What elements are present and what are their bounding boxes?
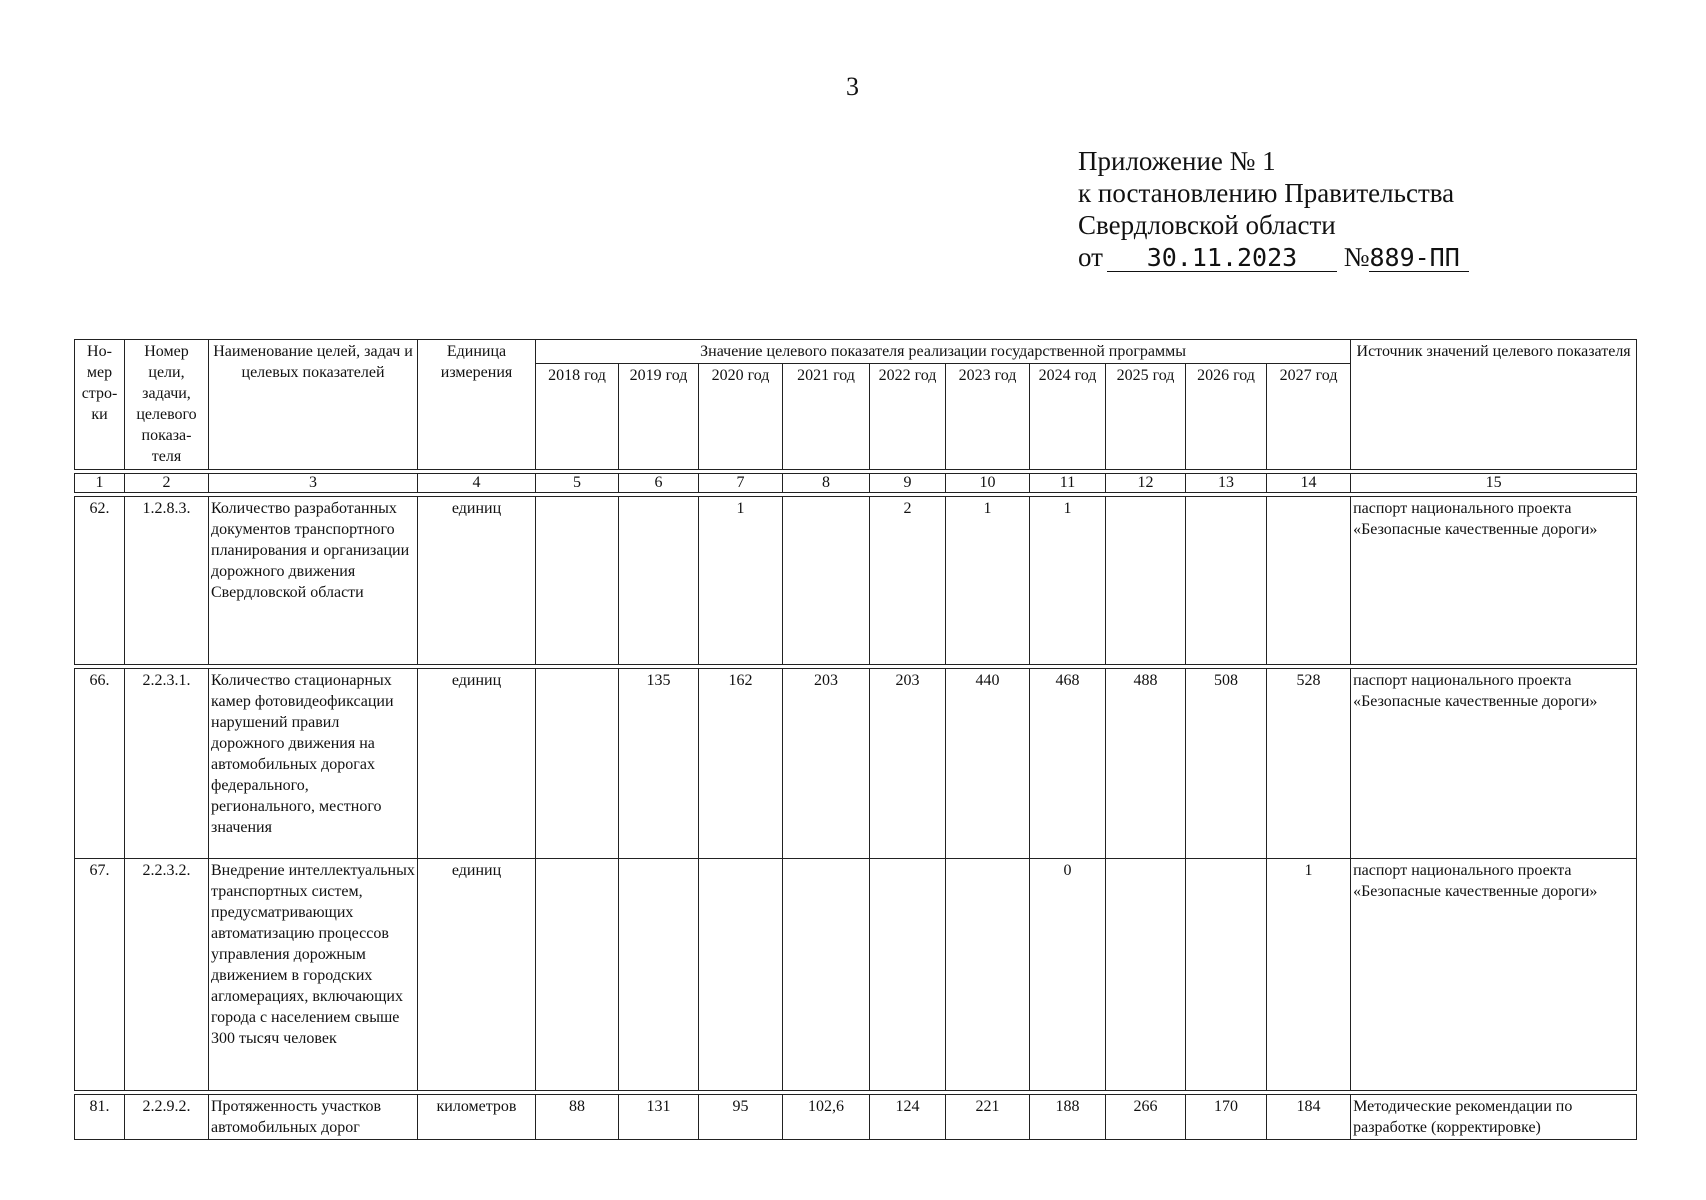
value-2025 bbox=[1106, 859, 1186, 1091]
appendix-header bbox=[1078, 145, 1469, 273]
value-2025 bbox=[1106, 497, 1186, 665]
header-year: 2023 год bbox=[946, 364, 1030, 470]
header-values-group: Значение целевого показателя реализации государственной программы bbox=[536, 340, 1351, 364]
header-year: 2022 год bbox=[870, 364, 946, 470]
value-2018: 88 bbox=[536, 1095, 619, 1140]
table-row bbox=[75, 669, 1637, 859]
value-2021: 102,6 bbox=[783, 1095, 870, 1140]
from-label: от bbox=[1078, 242, 1103, 272]
value-2019 bbox=[619, 497, 699, 665]
column-number: 7 bbox=[699, 474, 783, 493]
column-number: 14 bbox=[1267, 474, 1351, 493]
value-2020: 1 bbox=[699, 497, 783, 665]
unit: единиц bbox=[418, 497, 536, 665]
value-2027: 1 bbox=[1267, 859, 1351, 1091]
value-2022: 124 bbox=[870, 1095, 946, 1140]
header-unit: Единица измерения bbox=[418, 340, 536, 470]
source: паспорт национального проекта «Безопасные качественные дороги» bbox=[1351, 859, 1637, 1091]
value-2018 bbox=[536, 669, 619, 859]
goal-number: 2.2.3.1. bbox=[125, 669, 209, 859]
resolution-number: 889-ПП bbox=[1369, 245, 1469, 272]
value-2019 bbox=[619, 859, 699, 1091]
column-number: 12 bbox=[1106, 474, 1186, 493]
row-number: 62. bbox=[75, 497, 125, 665]
indicator-name: Количество разработанных документов транспортного планирования и организации дорожного движения Свердловской области bbox=[209, 497, 418, 665]
value-2020: 95 bbox=[699, 1095, 783, 1140]
header-year: 2018 год bbox=[536, 364, 619, 470]
column-number: 5 bbox=[536, 474, 619, 493]
goal-number: 2.2.3.2. bbox=[125, 859, 209, 1091]
value-2018 bbox=[536, 497, 619, 665]
column-number: 3 bbox=[209, 474, 418, 493]
appendix-resolution: к постановлению Правительства bbox=[1078, 178, 1455, 208]
header-year: 2020 год bbox=[699, 364, 783, 470]
column-number: 8 bbox=[783, 474, 870, 493]
header-source: Источник значений целевого показателя bbox=[1351, 340, 1637, 470]
value-2022 bbox=[870, 859, 946, 1091]
appendix-region: Свердловской области bbox=[1078, 210, 1336, 240]
value-2021: 203 bbox=[783, 669, 870, 859]
unit: километров bbox=[418, 1095, 536, 1140]
value-2019: 131 bbox=[619, 1095, 699, 1140]
value-2024: 0 bbox=[1030, 859, 1106, 1091]
value-2020: 162 bbox=[699, 669, 783, 859]
value-2022: 203 bbox=[870, 669, 946, 859]
value-2026 bbox=[1186, 859, 1267, 1091]
indicators-table bbox=[74, 339, 1637, 1140]
unit: единиц bbox=[418, 669, 536, 859]
column-numbers-row bbox=[75, 474, 1637, 493]
header-goal-no: Номер цели, задачи, целевого показа-теля bbox=[125, 340, 209, 470]
column-number: 10 bbox=[946, 474, 1030, 493]
value-2024: 1 bbox=[1030, 497, 1106, 665]
value-2025: 488 bbox=[1106, 669, 1186, 859]
value-2023 bbox=[946, 859, 1030, 1091]
column-number: 11 bbox=[1030, 474, 1106, 493]
value-2027: 528 bbox=[1267, 669, 1351, 859]
unit: единиц bbox=[418, 859, 536, 1091]
row-number: 81. bbox=[75, 1095, 125, 1140]
header-year: 2024 год bbox=[1030, 364, 1106, 470]
value-2026: 508 bbox=[1186, 669, 1267, 859]
page-number: 3 bbox=[846, 72, 859, 101]
appendix-title: Приложение № 1 bbox=[1078, 146, 1276, 176]
value-2023: 221 bbox=[946, 1095, 1030, 1140]
table-row bbox=[75, 1095, 1637, 1140]
appendix-date-line bbox=[1078, 241, 1469, 273]
value-2026: 170 bbox=[1186, 1095, 1267, 1140]
source: паспорт национального проекта «Безопасные качественные дороги» bbox=[1351, 497, 1637, 665]
value-2024: 188 bbox=[1030, 1095, 1106, 1140]
indicator-name: Внедрение интеллектуальных транспортных систем, предусматривающих автоматизацию процессов управления дорожным движением в городских агломерациях, включающих города с населением свыше 300 тысяч человек bbox=[209, 859, 418, 1091]
column-number: 6 bbox=[619, 474, 699, 493]
header-row-no: Но-мер стро-ки bbox=[75, 340, 125, 470]
value-2024: 468 bbox=[1030, 669, 1106, 859]
number-label: № bbox=[1343, 242, 1370, 272]
value-2023: 440 bbox=[946, 669, 1030, 859]
column-number: 2 bbox=[125, 474, 209, 493]
value-2025: 266 bbox=[1106, 1095, 1186, 1140]
goal-number: 2.2.9.2. bbox=[125, 1095, 209, 1140]
resolution-date: 30.11.2023 bbox=[1107, 245, 1337, 272]
column-number: 1 bbox=[75, 474, 125, 493]
header-year: 2026 год bbox=[1186, 364, 1267, 470]
column-number: 13 bbox=[1186, 474, 1267, 493]
column-number: 15 bbox=[1351, 474, 1637, 493]
source: Методические рекомендации по разработке (корректировке) bbox=[1351, 1095, 1637, 1140]
table-row bbox=[75, 497, 1637, 665]
header-year: 2021 год bbox=[783, 364, 870, 470]
value-2027: 184 bbox=[1267, 1095, 1351, 1140]
value-2018 bbox=[536, 859, 619, 1091]
row-number: 67. bbox=[75, 859, 125, 1091]
source: паспорт национального проекта «Безопасные качественные дороги» bbox=[1351, 669, 1637, 859]
value-2022: 2 bbox=[870, 497, 946, 665]
indicator-name: Количество стационарных камер фотовидеофиксации нарушений правил дорожного движения на автомобильных дорогах федерального, регионального, местного значения bbox=[209, 669, 418, 859]
value-2021 bbox=[783, 497, 870, 665]
header-name: Наименование целей, задач и целевых показателей bbox=[209, 340, 418, 470]
table-row bbox=[75, 859, 1637, 1091]
row-number: 66. bbox=[75, 669, 125, 859]
value-2026 bbox=[1186, 497, 1267, 665]
indicator-name: Протяженность участков автомобильных дорог bbox=[209, 1095, 418, 1140]
header-year: 2019 год bbox=[619, 364, 699, 470]
value-2019: 135 bbox=[619, 669, 699, 859]
column-number: 4 bbox=[418, 474, 536, 493]
header-year: 2027 год bbox=[1267, 364, 1351, 470]
goal-number: 1.2.8.3. bbox=[125, 497, 209, 665]
value-2020 bbox=[699, 859, 783, 1091]
column-number: 9 bbox=[870, 474, 946, 493]
header-year: 2025 год bbox=[1106, 364, 1186, 470]
value-2027 bbox=[1267, 497, 1351, 665]
value-2021 bbox=[783, 859, 870, 1091]
value-2023: 1 bbox=[946, 497, 1030, 665]
